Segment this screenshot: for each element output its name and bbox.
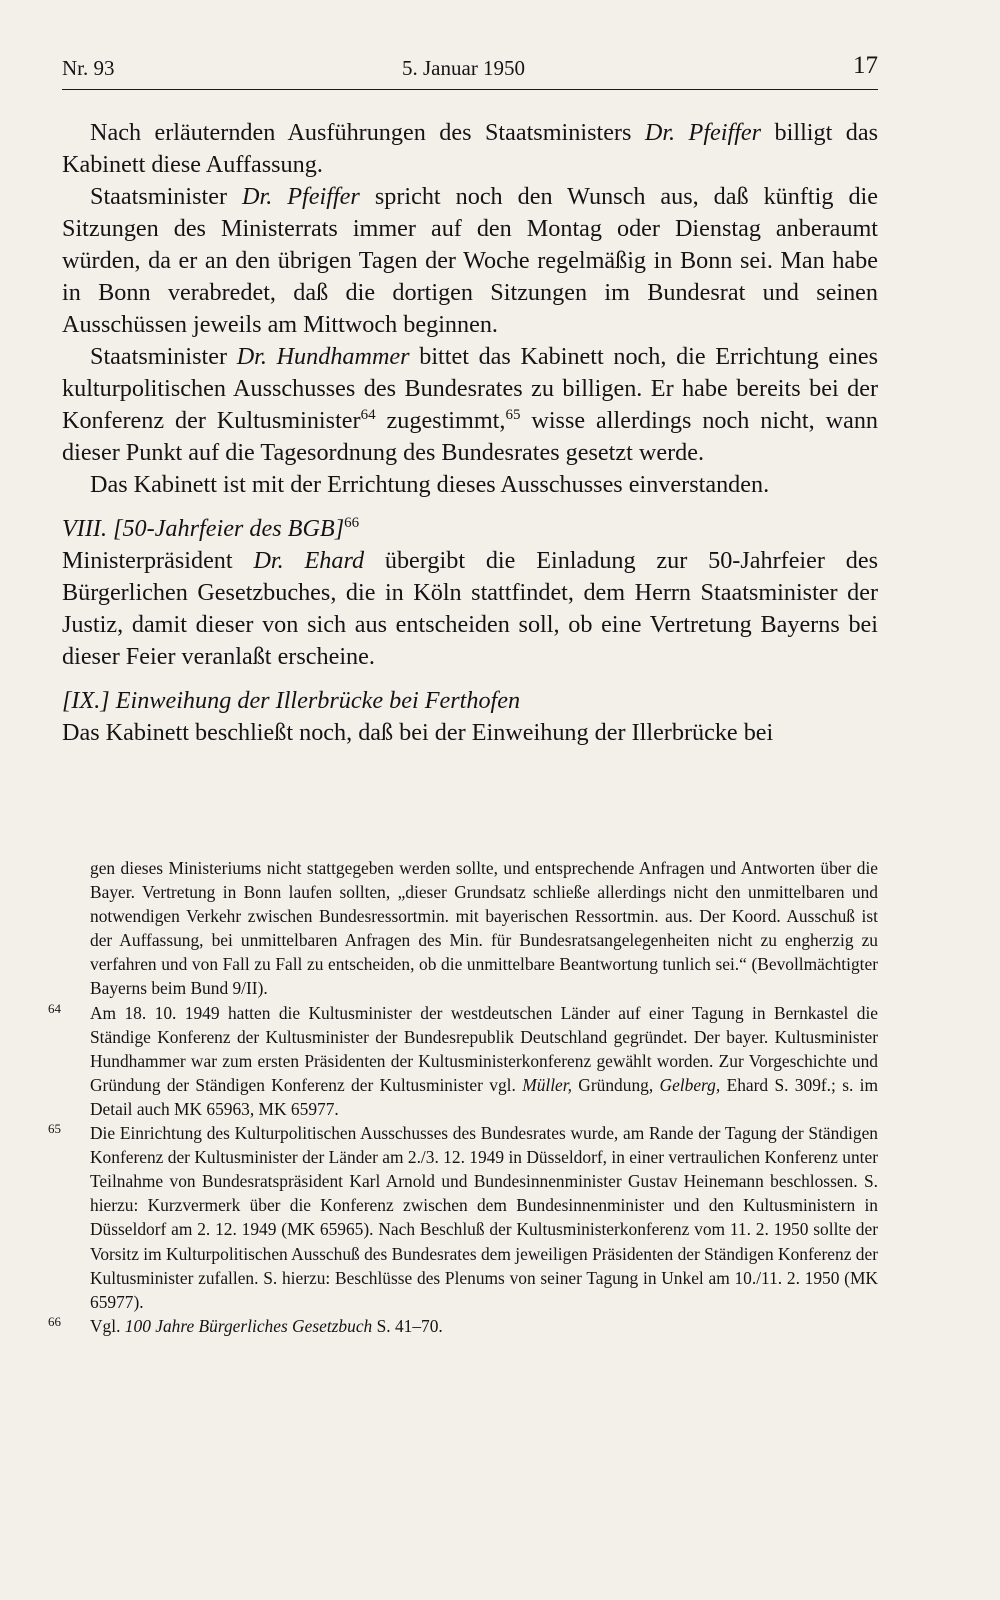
paragraph-4: Das Kabinett ist mit der Errichtung dieses Ausschusses einverstanden. xyxy=(90,471,770,498)
text-run: bittet das Kabinett noch, die Errichtung eines kulturpolitischen Ausschusses des Bundesrates zu billigen. Er habe bereits bei der Konferenz der Kultusminister xyxy=(62,343,879,434)
text-run: wisse allerdings noch nicht, wann dieser Punkt auf die Tagesordnung des Bundesrates gesetzt werde. xyxy=(62,407,879,466)
footnote-number: 65 xyxy=(48,1121,61,1137)
text-run: spricht noch den Wunsch aus, daß künftig die Sitzungen des Ministerrats immer auf den Montag oder Dienstag anberaumt würden, da er an den übrigen Tagen der Woche regelmäßig in Bonn sei. Man habe in Bonn verabredet, daß die dortigen Sitzungen im Bundesrat und seinen Ausschüssen jeweils am Mittwoch beginnen. xyxy=(62,183,878,338)
paragraph-1 xyxy=(62,117,878,181)
person-name: Dr. Pfeiffer xyxy=(644,119,762,146)
paragraph-6: Das Kabinett beschließt noch, daß bei der Einweihung der Illerbrücke bei xyxy=(62,719,774,746)
text-run: Nach erläuternden Ausführungen des Staatsministers xyxy=(90,119,645,146)
person-name: Dr. Ehard xyxy=(253,547,365,574)
paragraph-5 xyxy=(62,545,878,673)
text-run: übergibt die Einladung zur 50-Jahrfeier des Bürgerlichen Gesetzbuches, die in Köln stattfindet, dem Herrn Staatsminister der Justiz, damit dieser von sich aus entscheiden soll, ob eine Vertretung Bayerns bei dieser Feier veranlaßt erscheine. xyxy=(62,547,878,670)
text-run: Staatsminister xyxy=(90,343,237,370)
footnote-ref-65[interactable]: 65 xyxy=(505,407,521,423)
document-number: Nr. 93 xyxy=(62,56,115,80)
section-heading-ix xyxy=(62,685,878,717)
text-run: Gründung, xyxy=(571,1074,660,1095)
main-text xyxy=(62,117,878,749)
header-rule xyxy=(62,89,878,90)
page-number: 17 xyxy=(853,52,878,79)
text-run: Ministerpräsident xyxy=(62,547,254,574)
footnote-number: 66 xyxy=(48,1313,61,1329)
heading-text: VIII. [50-Jahrfeier des BGB] xyxy=(62,515,345,542)
text-run: billigt das Kabinett diese Auffassung. xyxy=(62,119,879,178)
running-header xyxy=(62,52,878,82)
heading-text: [IX.] Einweihung der Illerbrücke bei Ferthofen xyxy=(62,687,521,714)
footnote-66 xyxy=(48,1313,878,1338)
text-run: Staatsminister xyxy=(90,183,243,210)
author-name: Gelberg, xyxy=(659,1074,721,1095)
footnote-64 xyxy=(48,1000,879,1121)
text-run: Die Einrichtung des Kulturpolitischen Ausschusses des Bundesrates wurde, am Rande der Tagung der Ständigen Konferenz der Kultusminister der Länder am 2./3. 12. 1949 in Düsseldorf, in einer vertraulichen Konferenz unter Teilnahme von Bundesratspräsident Karl Arnold und Bundesinnenminister Gustav Heinemann beschlossen. S. hierzu: Kurzvermerk über die Konferenz zwischen dem Bundesinnenminister und den Kultusministern in Düsseldorf am 2. 12. 1949 (MK 65965). Nach Beschluß der Kultusministerkonferenz vom 11. 2. 1950 sollte der Vorsitz im Kulturpolitischen Ausschuß des Bundesrates dem jeweiligen Präsidenten der Ständigen Konferenz der Kultusminister zufallen. S. hierzu: Beschlüsse des Plenums von seiner Tagung in Unkel am 10./11. 2. 1950 (MK 65977). xyxy=(90,1123,878,1312)
paragraph-2 xyxy=(62,181,878,341)
footnotes xyxy=(48,856,879,1338)
person-name: Dr. Hundhammer xyxy=(236,343,410,370)
author-name: Müller, xyxy=(522,1074,572,1095)
text-run: Am 18. 10. 1949 hatten die Kultusminister der westdeutschen Länder auf einer Tagung in Bernkastel die Ständige Konferenz der Kultusminister der Bundesrepublik Deutschland gegründet. Der bayer. Kultusminister Hundhammer war zum ersten Präsidenten der Kultusministerkonferenz gewählt worden. Zur Vorgeschichte und Gründung der Ständigen Konferenz der Kultusminister vgl. xyxy=(90,1002,878,1095)
text-run: S. 41–70. xyxy=(372,1315,443,1336)
paragraph-3 xyxy=(62,341,878,469)
text-run: Ehard S. 309f.; s. im Detail auch MK 65963, MK 65977. xyxy=(90,1074,879,1119)
text-run: zugestimmt, xyxy=(375,407,506,434)
footnote-ref-64[interactable]: 64 xyxy=(360,407,376,423)
text-run: Vgl. xyxy=(90,1315,125,1336)
footnote-continuation: gen dieses Ministeriums nicht stattgegeben werden sollte, und entsprechende Anfragen und Antworten über die Bayer. Vertretung in Bonn laufen sollten, „dieser Grundsatz schließe allerdings nicht den unmittelbaren und notwendigen Verkehr zwischen Bundesressortmin. mit bayerischen Ressortmin. aus. Der Koord. Ausschuß ist der Auffassung, bei unmittelbaren Anfragen des Min. für Bundesratsangelegenheiten nicht zu engherzig zu verfahren und von Fall zu Fall zu entscheiden, ob die unmittelbare Beantwortung tunlich sei.“ (Bevollmächtigter Bayerns beim Bund 9/II). xyxy=(90,858,878,999)
header-date: 5. Januar 1950 xyxy=(402,56,526,80)
person-name: Dr. Pfeiffer xyxy=(242,183,360,210)
section-heading-viii xyxy=(62,513,878,545)
footnote-number: 64 xyxy=(48,1000,61,1016)
book-title: 100 Jahre Bürgerliches Gesetzbuch xyxy=(124,1315,373,1336)
footnote-65 xyxy=(48,1121,878,1314)
footnote-ref-66[interactable]: 66 xyxy=(344,515,360,531)
